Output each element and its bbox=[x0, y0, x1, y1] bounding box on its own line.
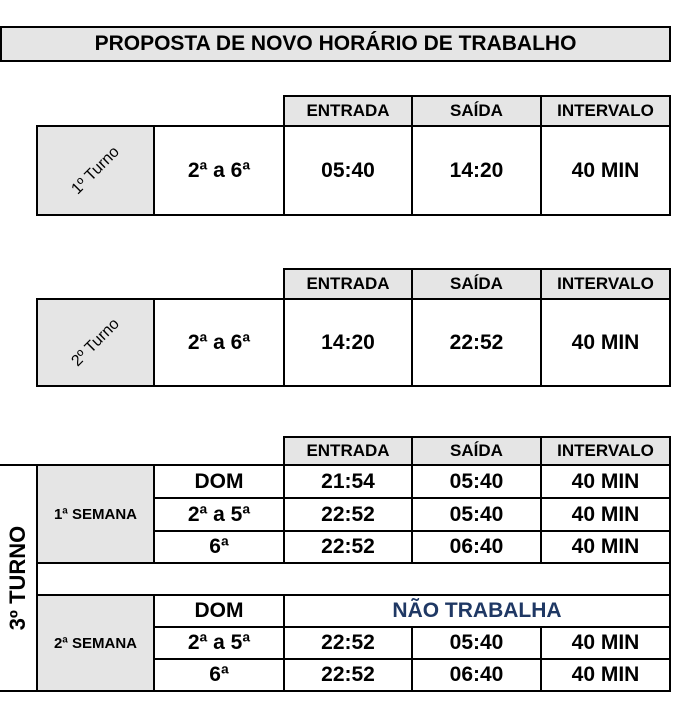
week-1-label: 1ª SEMANA bbox=[36, 464, 155, 564]
shift-3-label: 3º TURNO bbox=[5, 525, 30, 631]
shift-1-days: 2ª a 6ª bbox=[153, 125, 285, 216]
header-intervalo: INTERVALO bbox=[540, 95, 671, 127]
shift-2-label-cell bbox=[36, 298, 155, 387]
week-1-row-1-intervalo: 40 MIN bbox=[540, 464, 671, 499]
week-1-row-1-entrada: 21:54 bbox=[283, 464, 413, 499]
shift-1-intervalo: 40 MIN bbox=[540, 125, 671, 216]
shift-1-label: 1º Turno bbox=[67, 142, 123, 198]
week-1-row-3-saida: 06:40 bbox=[411, 530, 542, 564]
week-2-row-3-days: 6ª bbox=[153, 658, 285, 692]
week-2-row-2-days: 2ª a 5ª bbox=[153, 626, 285, 660]
week-1-row-1-saida: 05:40 bbox=[411, 464, 542, 499]
week-1-row-3-days: 6ª bbox=[153, 530, 285, 564]
week-2-row-1-days: DOM bbox=[153, 594, 285, 628]
week-2-row-3-intervalo: 40 MIN bbox=[540, 658, 671, 692]
week-2-row-3-entrada: 22:52 bbox=[283, 658, 413, 692]
shift-1-saida: 14:20 bbox=[411, 125, 542, 216]
week-1-row-1-days: DOM bbox=[153, 464, 285, 499]
header-saida: SAÍDA bbox=[411, 95, 542, 127]
week-2-label: 2ª SEMANA bbox=[36, 594, 155, 692]
shift-2-entrada: 14:20 bbox=[283, 298, 413, 387]
shift-1-entrada: 05:40 bbox=[283, 125, 413, 216]
shift-2-intervalo: 40 MIN bbox=[540, 298, 671, 387]
header-entrada: ENTRADA bbox=[283, 95, 413, 127]
header-entrada: ENTRADA bbox=[283, 268, 413, 300]
week-1-row-3-intervalo: 40 MIN bbox=[540, 530, 671, 564]
week-1-row-2-days: 2ª a 5ª bbox=[153, 497, 285, 532]
shift-2-label: 2º Turno bbox=[67, 314, 123, 370]
week-2-row-2-intervalo: 40 MIN bbox=[540, 626, 671, 660]
week-2-not-working: NÃO TRABALHA bbox=[283, 594, 671, 628]
week-2-row-2-saida: 05:40 bbox=[411, 626, 542, 660]
shift-1-label-cell bbox=[36, 125, 155, 216]
week-2-row-2-entrada: 22:52 bbox=[283, 626, 413, 660]
week-1-row-2-saida: 05:40 bbox=[411, 497, 542, 532]
header-saida: SAÍDA bbox=[411, 268, 542, 300]
week-separator bbox=[36, 562, 671, 596]
header-intervalo: INTERVALO bbox=[540, 268, 671, 300]
week-1-row-2-entrada: 22:52 bbox=[283, 497, 413, 532]
week-2-row-3-saida: 06:40 bbox=[411, 658, 542, 692]
page-title: PROPOSTA DE NOVO HORÁRIO DE TRABALHO bbox=[0, 26, 671, 62]
shift-2-days: 2ª a 6ª bbox=[153, 298, 285, 387]
header-saida: SAÍDA bbox=[411, 436, 542, 466]
header-intervalo: INTERVALO bbox=[540, 436, 671, 466]
shift-3-label-cell bbox=[0, 464, 38, 692]
shift-2-saida: 22:52 bbox=[411, 298, 542, 387]
header-entrada: ENTRADA bbox=[283, 436, 413, 466]
week-1-row-3-entrada: 22:52 bbox=[283, 530, 413, 564]
week-1-row-2-intervalo: 40 MIN bbox=[540, 497, 671, 532]
